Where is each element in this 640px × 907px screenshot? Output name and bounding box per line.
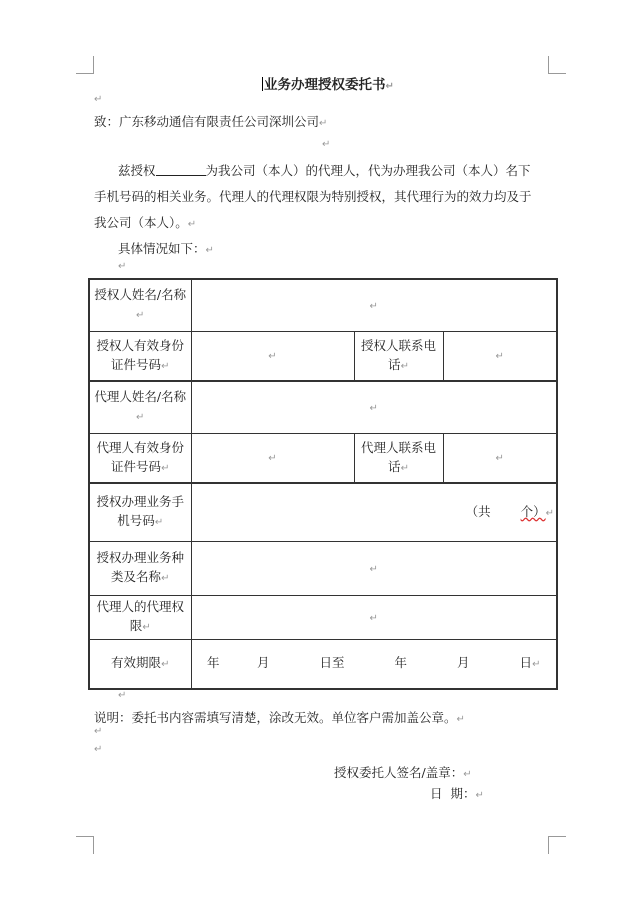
total-count-prefix: （共 — [465, 503, 491, 519]
phone-numbers-label: 授权办理业务手机号码↵ — [89, 483, 191, 541]
agent-phone-label: 代理人联系电话↵ — [354, 433, 443, 483]
body-text-1: 为我公司（本人）的代理人，代为办理我公司（本人）名下 — [205, 163, 531, 178]
page-corner-mark-top-left — [76, 56, 94, 74]
paragraph-mark-icon: ↵ — [94, 94, 103, 105]
paragraph-mark-icon: ↵ — [369, 563, 378, 575]
body-paragraph-line-3[interactable] — [94, 213, 196, 231]
table-row — [89, 595, 557, 639]
paragraph-mark-icon: ↵ — [456, 714, 465, 725]
total-count-suffix: 个） — [520, 503, 546, 519]
body-paragraph-line-2[interactable] — [94, 187, 532, 205]
body-text-3: 我公司（本人）。 — [94, 215, 188, 230]
agent-id-label: 代理人有效身份证件号码↵ — [89, 433, 191, 483]
document-title[interactable] — [262, 73, 394, 93]
note-line[interactable] — [94, 708, 465, 726]
validity-cell[interactable]: 年 月 日至 年 月 日↵ — [191, 639, 557, 689]
validity-label: 有效期限↵ — [89, 639, 191, 689]
details-intro[interactable] — [118, 239, 214, 257]
paragraph-mark-icon: ↵ — [94, 726, 103, 737]
signature-line[interactable] — [334, 763, 472, 781]
paragraph-mark-icon: ↵ — [187, 219, 197, 230]
table-row — [89, 639, 557, 689]
date-line[interactable] — [430, 784, 484, 802]
details-intro-text: 具体情况如下： — [118, 241, 206, 256]
business-type-cell[interactable] — [191, 541, 557, 595]
grantor-phone-label: 授权人联系电话↵ — [354, 331, 443, 381]
grantor-id-cell[interactable] — [191, 331, 354, 381]
paragraph-mark-icon: ↵ — [385, 81, 394, 92]
table-row — [89, 381, 557, 433]
authorize-text: 兹授权 — [118, 163, 156, 178]
agent-name-cell[interactable] — [191, 381, 557, 433]
grantor-phone-cell[interactable] — [443, 331, 557, 381]
date-label: 日 期： — [430, 786, 476, 801]
business-type-label: 授权办理业务种类及名称↵ — [89, 541, 191, 595]
page-corner-mark-top-right — [548, 56, 566, 74]
agent-authority-cell[interactable] — [191, 595, 557, 639]
agent-id-cell[interactable] — [191, 433, 354, 483]
title-text: 业务办理授权委托书 — [264, 77, 386, 93]
table-row — [89, 331, 557, 381]
text-cursor — [262, 77, 263, 91]
agent-phone-cell[interactable] — [443, 433, 557, 483]
agent-authority-label: 代理人的代理权限↵ — [89, 595, 191, 639]
agent-name-label: 代理人姓名/名称↵ — [89, 381, 191, 433]
grantor-name-label: 授权人姓名/名称↵ — [89, 279, 191, 331]
paragraph-mark-icon: ↵ — [495, 453, 504, 465]
table-row — [89, 541, 557, 595]
paragraph-mark-icon: ↵ — [268, 351, 277, 363]
paragraph-mark-icon: ↵ — [369, 300, 378, 312]
signature-label: 授权委托人签名/盖章： — [334, 765, 464, 780]
grantor-name-cell[interactable] — [191, 279, 557, 331]
table-row — [89, 279, 557, 331]
grantor-id-label: 授权人有效身份证件号码↵ — [89, 331, 191, 381]
page-corner-mark-bottom-right — [548, 836, 566, 854]
addressee-line[interactable] — [94, 112, 327, 130]
note-text: 说明：委托书内容需填写清楚，涂改无效。单位客户需加盖公章。 — [94, 710, 457, 725]
body-paragraph-line-1[interactable] — [118, 161, 531, 179]
addressee-text: 致：广东移动通信有限责任公司深圳公司 — [94, 114, 320, 129]
table-row — [89, 483, 557, 541]
paragraph-mark-icon: ↵ — [475, 790, 484, 801]
paragraph-mark-icon: ↵ — [94, 744, 103, 755]
paragraph-mark-icon: ↵ — [369, 402, 378, 414]
body-text-2: 手机号码的相关业务。代理人的代理权限为特别授权，其代理行为的效力均及于 — [94, 189, 532, 204]
paragraph-mark-icon: ↵ — [322, 139, 331, 150]
paragraph-mark-icon: ↵ — [268, 453, 277, 465]
table-row — [89, 433, 557, 483]
paragraph-mark-icon: ↵ — [319, 118, 328, 129]
paragraph-mark-icon: ↵ — [118, 690, 127, 701]
agent-name-blank[interactable] — [156, 164, 206, 176]
paragraph-mark-icon: ↵ — [205, 245, 214, 256]
validity-text: 年 月 日至 年 月 日 — [207, 655, 533, 671]
phone-numbers-cell[interactable]: （共 个）↵ — [191, 483, 557, 541]
paragraph-mark-icon: ↵ — [463, 769, 472, 780]
page-corner-mark-bottom-left — [76, 836, 94, 854]
paragraph-mark-icon: ↵ — [495, 351, 504, 363]
paragraph-mark-icon: ↵ — [369, 612, 378, 624]
authorization-form-table — [88, 278, 558, 690]
paragraph-mark-icon: ↵ — [118, 261, 127, 272]
